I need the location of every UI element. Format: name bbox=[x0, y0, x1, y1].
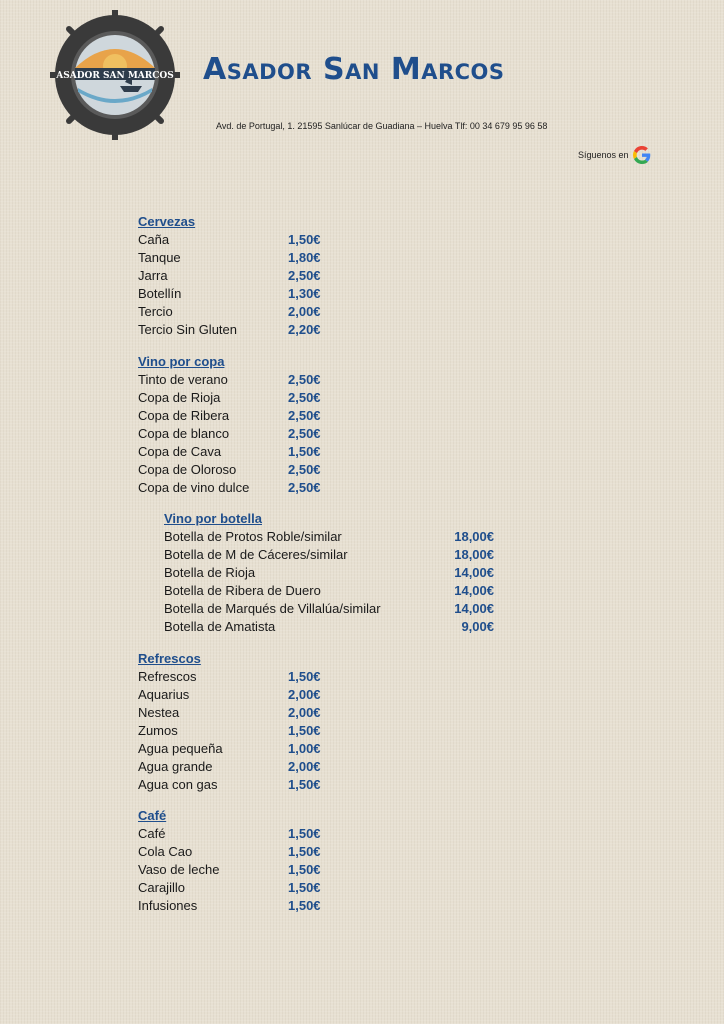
item-price: 1,50€ bbox=[288, 880, 321, 895]
item-name: Copa de Cava bbox=[138, 444, 222, 459]
item-name: Aquarius bbox=[138, 687, 190, 702]
item-name: Infusiones bbox=[138, 898, 198, 913]
item-price: 1,80€ bbox=[288, 250, 321, 265]
item-name: Tercio Sin Gluten bbox=[138, 322, 237, 337]
item-name: Café bbox=[138, 826, 166, 841]
item-price: 2,50€ bbox=[288, 462, 321, 477]
item-name: Botella de M de Cáceres/similar bbox=[164, 547, 348, 562]
item-name: Caña bbox=[138, 232, 170, 247]
menu-item bbox=[164, 582, 494, 600]
menu-item bbox=[164, 618, 494, 636]
item-price: 1,50€ bbox=[288, 862, 321, 877]
item-name: Tercio bbox=[138, 304, 173, 319]
follow-us[interactable] bbox=[578, 146, 651, 164]
item-price: 1,50€ bbox=[288, 723, 321, 738]
item-name: Nestea bbox=[138, 705, 180, 720]
restaurant-logo bbox=[50, 10, 180, 140]
item-name: Cola Cao bbox=[138, 844, 193, 859]
item-price: 2,50€ bbox=[288, 480, 321, 495]
item-price: 2,00€ bbox=[288, 687, 321, 702]
item-name: Agua grande bbox=[138, 759, 213, 774]
item-price: 1,50€ bbox=[288, 898, 321, 913]
menu-item bbox=[164, 564, 494, 582]
item-name: Tanque bbox=[138, 250, 181, 265]
item-price: 2,00€ bbox=[288, 705, 321, 720]
item-name: Botella de Amatista bbox=[164, 619, 276, 634]
item-price: 1,50€ bbox=[288, 669, 321, 684]
item-price: 2,50€ bbox=[288, 408, 321, 423]
logo-text: ASADOR SAN MARCOS bbox=[56, 71, 174, 81]
item-name: Copa de Oloroso bbox=[138, 462, 237, 477]
menu-item bbox=[164, 528, 494, 546]
item-name: Botella de Rioja bbox=[164, 565, 256, 580]
section-title-vino-botella: Vino por botella bbox=[164, 511, 262, 526]
item-price: 2,00€ bbox=[288, 759, 321, 774]
item-price: 9,00€ bbox=[461, 619, 494, 634]
item-name: Botella de Marqués de Villalúa/similar bbox=[164, 601, 381, 616]
menu-item bbox=[164, 546, 494, 564]
item-name: Carajillo bbox=[138, 880, 185, 895]
item-name: Agua pequeña bbox=[138, 741, 223, 756]
item-name: Jarra bbox=[138, 268, 168, 283]
item-name: Copa de vino dulce bbox=[138, 480, 250, 495]
item-price: 14,00€ bbox=[454, 601, 494, 616]
restaurant-name: Asador San Marcos bbox=[203, 52, 505, 87]
item-name: Botella de Protos Roble/similar bbox=[164, 529, 342, 544]
item-price: 14,00€ bbox=[454, 583, 494, 598]
item-price: 2,50€ bbox=[288, 426, 321, 441]
item-price: 18,00€ bbox=[454, 547, 494, 562]
item-name: Copa de Ribera bbox=[138, 408, 230, 423]
item-price: 2,00€ bbox=[288, 304, 321, 319]
item-price: 1,50€ bbox=[288, 844, 321, 859]
item-price: 1,50€ bbox=[288, 777, 321, 792]
item-price: 1,50€ bbox=[288, 444, 321, 459]
item-price: 1,50€ bbox=[288, 232, 321, 247]
item-price: 1,50€ bbox=[288, 826, 321, 841]
section-title-refrescos: Refrescos bbox=[138, 651, 201, 666]
item-name: Zumos bbox=[138, 723, 178, 738]
item-name: Botella de Ribera de Duero bbox=[164, 583, 321, 598]
item-name: Agua con gas bbox=[138, 777, 218, 792]
google-icon[interactable] bbox=[633, 146, 651, 164]
item-price: 2,50€ bbox=[288, 268, 321, 283]
item-price: 2,20€ bbox=[288, 322, 321, 337]
item-name: Tinto de verano bbox=[138, 372, 228, 387]
address-line: Avd. de Portugal, 1. 21595 Sanlúcar de Guadiana – Huelva Tlf: 00 34 679 95 96 58 bbox=[216, 121, 548, 131]
section-title-vino-copa: Vino por copa bbox=[138, 354, 225, 369]
item-price: 1,30€ bbox=[288, 286, 321, 301]
item-price: 18,00€ bbox=[454, 529, 494, 544]
item-name: Copa de Rioja bbox=[138, 390, 221, 405]
item-name: Refrescos bbox=[138, 669, 197, 684]
item-name: Botellín bbox=[138, 286, 182, 301]
follow-label: Síguenos en bbox=[578, 150, 629, 160]
item-price: 1,00€ bbox=[288, 741, 321, 756]
section-title-cervezas: Cervezas bbox=[138, 214, 196, 229]
item-price: 2,50€ bbox=[288, 390, 321, 405]
menu-item bbox=[164, 600, 494, 618]
item-price: 14,00€ bbox=[454, 565, 494, 580]
item-price: 2,50€ bbox=[288, 372, 321, 387]
item-name: Vaso de leche bbox=[138, 862, 220, 877]
item-name: Copa de blanco bbox=[138, 426, 230, 441]
section-title-cafe: Café bbox=[138, 808, 167, 823]
